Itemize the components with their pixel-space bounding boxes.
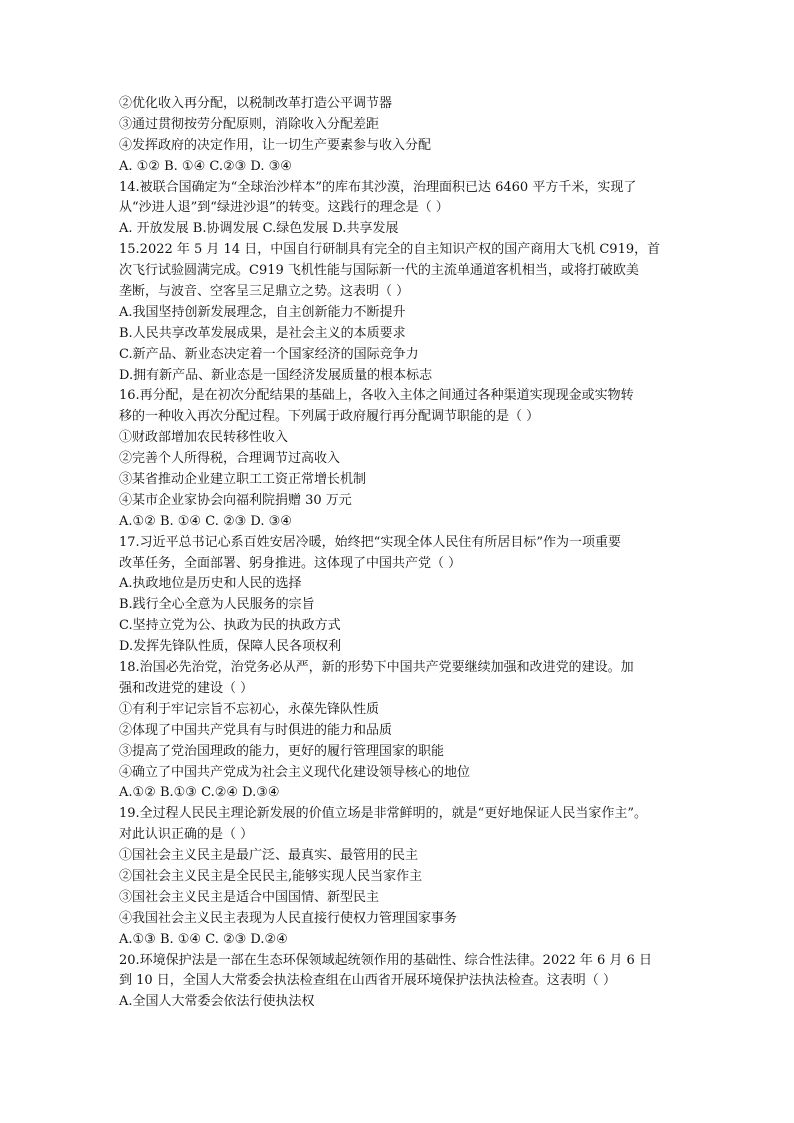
question-16-text: 16.再分配，是在初次分配结果的基础上，各收入主体之间通过各种渠道实现现金或实物转 <box>119 388 634 404</box>
option-line: ②完善个人所得税，合理调节过高收入 <box>119 451 341 467</box>
question-17-text: 改革任务，全面部署、躬身推进。这体现了中国共产党（ ） <box>119 555 462 571</box>
choice-b: B.人民共享改革发展成果，是社会主义的本质要求 <box>119 325 406 341</box>
question-20-text: 20.环境保护法是一部在生态环保领域起统领作用的基础性、综合性法律。2022 年 6 月 6 日 <box>119 952 652 968</box>
option-line: ①财政部增加农民转移性收入 <box>119 430 289 446</box>
choice-a: A.全国人大常委会依法行使执法权 <box>119 994 315 1010</box>
question-19-text: 19.全过程人民民主理论新发展的价值立场是非常鲜明的，就是“更好地保证人民当家作主”。 <box>119 806 647 822</box>
question-15-text: 15.2022 年 5 月 14 日，中国自行研制具有完全的自主知识产权的国产商用大飞机 C919，首 <box>119 242 661 258</box>
choice-c: C.新产品、新业态决定着一个国家经济的国际竞争力 <box>119 346 419 362</box>
question-17-text: 17.习近平总书记心系百姓安居冷暖，始终把“实现全体人民住有所居目标”作为一项重要 <box>119 534 621 550</box>
option-line: ②优化收入再分配，以税制改革打造公平调节器 <box>119 96 393 111</box>
option-line: ③国社会主义民主是适合中国国情、新型民主 <box>119 889 380 905</box>
option-line: ②体现了中国共产党具有与时俱进的能力和品质 <box>119 722 393 738</box>
option-line: ④发挥政府的决定作用，让一切生产要素参与收入分配 <box>119 137 432 153</box>
option-line: ②国社会主义民主是全民民主,能够实现人民当家作主 <box>119 868 423 884</box>
answer-choices: A.①② B.①③ C.②④ D.③④ <box>119 785 280 801</box>
choice-b: B.践行全心全意为人民服务的宗旨 <box>119 597 315 613</box>
choice-c: C.坚持立党为公、执政为民的执政方式 <box>119 618 341 634</box>
question-16-text: 移的一种收入再次分配过程。下列属于政府履行再分配调节职能的是（ ） <box>119 409 540 425</box>
question-15-text: 次飞行试验圆满完成。C919 飞机性能与国际新一代的主流单通道客机相当，或将打破欧美 <box>119 263 639 279</box>
question-14-text: 14.被联合国确定为“全球治沙样本”的库布其沙漠，治理面积已达 6460 平方千米，实现了 <box>119 179 637 195</box>
question-18-text: 18.治国必先治党，治党务必从严，新的形势下中国共产党要继续加强和改进党的建设。加 <box>119 660 634 676</box>
question-19-text: 对此认识正确的是（ ） <box>119 827 254 843</box>
option-line: ③提高了党治国理政的能力，更好的履行管理国家的职能 <box>119 743 445 759</box>
answer-choices: A.①② B. ①④ C. ②③ D. ③④ <box>119 513 292 529</box>
answer-choices: A. 开放发展 B.协调发展 C.绿色发展 D.共享发展 <box>119 221 399 237</box>
option-line: ③通过贯彻按劳分配原则，消除收入分配差距 <box>119 116 380 132</box>
question-15-text: 垄断，与波音、空客呈三足鼎立之势。这表明（ ） <box>119 284 410 300</box>
question-20-text: 到 10 日，全国人大常委会执法检查组在山西省开展环境保护法执法检查。这表明（ ） <box>119 973 616 989</box>
choice-a: A.执政地位是历史和人民的选择 <box>119 576 302 592</box>
option-line: ①国社会主义民主是最广泛、最真实、最管用的民主 <box>119 848 419 864</box>
question-14-text: 从“沙进人退”到“绿进沙退”的转变。这践行的理念是（ ） <box>119 200 449 216</box>
answer-choices: A. ①② B. ①④ C.②③ D. ③④ <box>119 158 292 174</box>
question-18-text: 强和改进党的建设（ ） <box>119 680 254 696</box>
option-line: ④我国社会主义民主表现为人民直接行使权力管理国家事务 <box>119 910 458 926</box>
option-line: ④某市企业家协会向福利院捐赠 30 万元 <box>119 492 352 508</box>
choice-d: D.拥有新产品、新业态是一国经济发展质量的根本标志 <box>119 367 433 383</box>
answer-choices: A.①③ B. ①④ C. ②③ D.②④ <box>119 931 288 947</box>
choice-d: D.发挥先锋队性质，保障人民各项权利 <box>119 639 342 655</box>
choice-a: A.我国坚持创新发展理念，自主创新能力不断提升 <box>119 304 406 320</box>
option-line: ④确立了中国共产党成为社会主义现代化建设领导核心的地位 <box>119 764 471 780</box>
option-line: ③某省推动企业建立职工工资正常增长机制 <box>119 472 367 488</box>
option-line: ①有利于牢记宗旨不忘初心，永葆先锋队性质 <box>119 701 380 717</box>
exam-page <box>119 94 679 1013</box>
